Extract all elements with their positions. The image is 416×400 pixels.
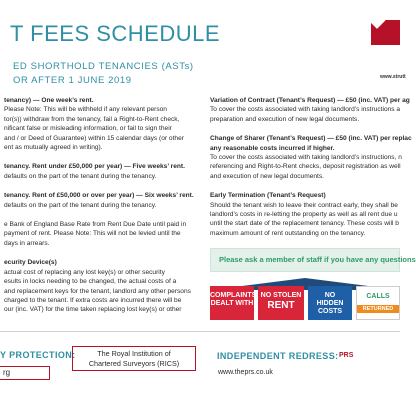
fee-block bbox=[4, 220, 196, 248]
badge-text: COMPLAINTS bbox=[210, 292, 257, 299]
fee-block bbox=[210, 191, 400, 238]
fee-line: e Bank of England Base Rate from Rent Due Date until paid in bbox=[4, 221, 187, 229]
fee-line: preparation and execution of new legal documents. bbox=[210, 115, 360, 123]
fee-line: payment of rent. Please Note: This will not be levied until the bbox=[4, 230, 181, 238]
fee-line: landlord’s costs in re-letting the property as well as all rent due u bbox=[210, 211, 398, 219]
fee-line: nificant false or misleading information, or fail to sign their bbox=[4, 125, 172, 133]
fee-line: until the start date of the replacement tenancy. These costs will b bbox=[210, 220, 399, 228]
fee-line: To cover the costs associated with taking landlord’s instructions a bbox=[210, 106, 401, 114]
protection-link[interactable]: rg bbox=[3, 368, 11, 377]
fee-line: days in arrears. bbox=[4, 239, 50, 247]
complaints-badge bbox=[210, 286, 257, 320]
page-subtitle-1: ED SHORTHOLD TENANCIES (ASTs) bbox=[13, 61, 194, 72]
fee-line: maximum amount of rent outstanding on the tenancy. bbox=[210, 229, 366, 237]
trust-badges bbox=[210, 278, 400, 320]
questions-banner-text: Please ask a member of staff if you have any questions bbox=[219, 255, 416, 264]
fee-line: tor(s)) withdraw from the tenancy, fail a Right-to-Rent check, bbox=[4, 115, 180, 123]
fee-block bbox=[4, 191, 196, 210]
fees-right-column bbox=[210, 96, 412, 248]
fee-heading: tenancy. Rent of £50,000 or over per year) — Six weeks’ rent. bbox=[4, 192, 194, 200]
brand-logo-url[interactable]: www.strutt bbox=[380, 74, 406, 80]
fee-line: and replacement keys for the tenant, landlord any other persons bbox=[4, 287, 191, 295]
page-subtitle-2: OR AFTER 1 JUNE 2019 bbox=[13, 75, 132, 86]
fee-line: our (inc. VAT) for the time taken replacing lost key(s) or other bbox=[4, 306, 182, 314]
fee-line: defaults on the part of the tenant during the tenancy. bbox=[4, 172, 157, 180]
badge-text: RETURNED bbox=[357, 305, 399, 313]
questions-banner bbox=[210, 248, 416, 272]
fee-block bbox=[210, 96, 410, 124]
page-title: T FEES SCHEDULE bbox=[10, 21, 221, 46]
badge-text: RENT bbox=[267, 300, 295, 311]
fee-line: Should the tenant wish to leave their contract early, they shall be bbox=[210, 201, 398, 209]
fee-line: To cover the costs associated with taking landlord’s instructions, n bbox=[210, 154, 402, 162]
fee-line: ent as mutually agreed in writing). bbox=[4, 144, 103, 152]
fee-heading: Early Termination (Tenant’s Request) bbox=[210, 192, 326, 200]
footer-divider bbox=[0, 331, 400, 332]
fee-heading: ecurity Device(s) bbox=[4, 259, 57, 267]
no-hidden-costs-badge bbox=[308, 286, 352, 320]
badge-text: HIDDEN bbox=[316, 300, 344, 307]
fee-line: esults in locks needing to be changed, the actual costs of a bbox=[4, 278, 177, 286]
fee-line: referencing and Right-to-Rent checks, deposit registration as well bbox=[210, 163, 401, 171]
fee-line: charged to the tenant. If extra costs are incurred there will be bbox=[4, 296, 182, 304]
fee-block bbox=[4, 96, 196, 152]
rics-line: The Royal Institution of bbox=[97, 349, 171, 358]
fee-line: and / or Deed of Guarantee) within 15 calendar days (or other bbox=[4, 134, 184, 142]
fee-heading: any reasonable costs incurred if higher. bbox=[210, 144, 335, 152]
redress-label: INDEPENDENT REDRESS: bbox=[217, 351, 339, 361]
fee-block bbox=[210, 134, 412, 181]
brand-logo-icon bbox=[371, 20, 400, 45]
fee-heading: Change of Sharer (Tenant’s Request) — £50 (inc. VAT) per replac bbox=[210, 135, 412, 143]
badge-text: NO bbox=[324, 292, 336, 299]
fee-line: and execution of new legal documents. bbox=[210, 172, 324, 180]
no-stolen-rent-badge bbox=[258, 286, 304, 320]
fee-line: actual cost of replacing any lost key(s) or other security bbox=[4, 268, 165, 276]
rics-line: Chartered Surveyors (RICS) bbox=[88, 359, 180, 368]
fee-heading: tenancy) — One week’s rent. bbox=[4, 97, 94, 104]
fee-block bbox=[4, 162, 196, 181]
protection-link-box[interactable] bbox=[0, 366, 50, 380]
fee-line: Please Note: This will be withheld if any relevant person bbox=[4, 106, 167, 114]
fee-heading: Variation of Contract (Tenant’s Request) — £50 (inc. VAT) per ag bbox=[210, 97, 410, 104]
badge-text: NO STOLEN bbox=[260, 292, 302, 299]
badge-text: DEALT WITH bbox=[210, 300, 254, 307]
badge-text: COSTS bbox=[317, 308, 343, 315]
protection-label: Y PROTECTION: bbox=[0, 350, 76, 360]
fee-line: defaults on the part of the tenant during the tenancy. bbox=[4, 201, 157, 209]
calls-returned-badge bbox=[356, 286, 400, 320]
fee-block bbox=[4, 258, 196, 314]
fee-heading: tenancy. Rent under £50,000 per year) — Five weeks’ rent. bbox=[4, 163, 185, 171]
prs-logo: PRS bbox=[339, 352, 354, 359]
prs-link[interactable]: www.theprs.co.uk bbox=[218, 369, 273, 376]
badge-text: CALLS bbox=[366, 293, 390, 300]
fees-left-column bbox=[0, 96, 196, 325]
rics-box bbox=[72, 346, 196, 371]
